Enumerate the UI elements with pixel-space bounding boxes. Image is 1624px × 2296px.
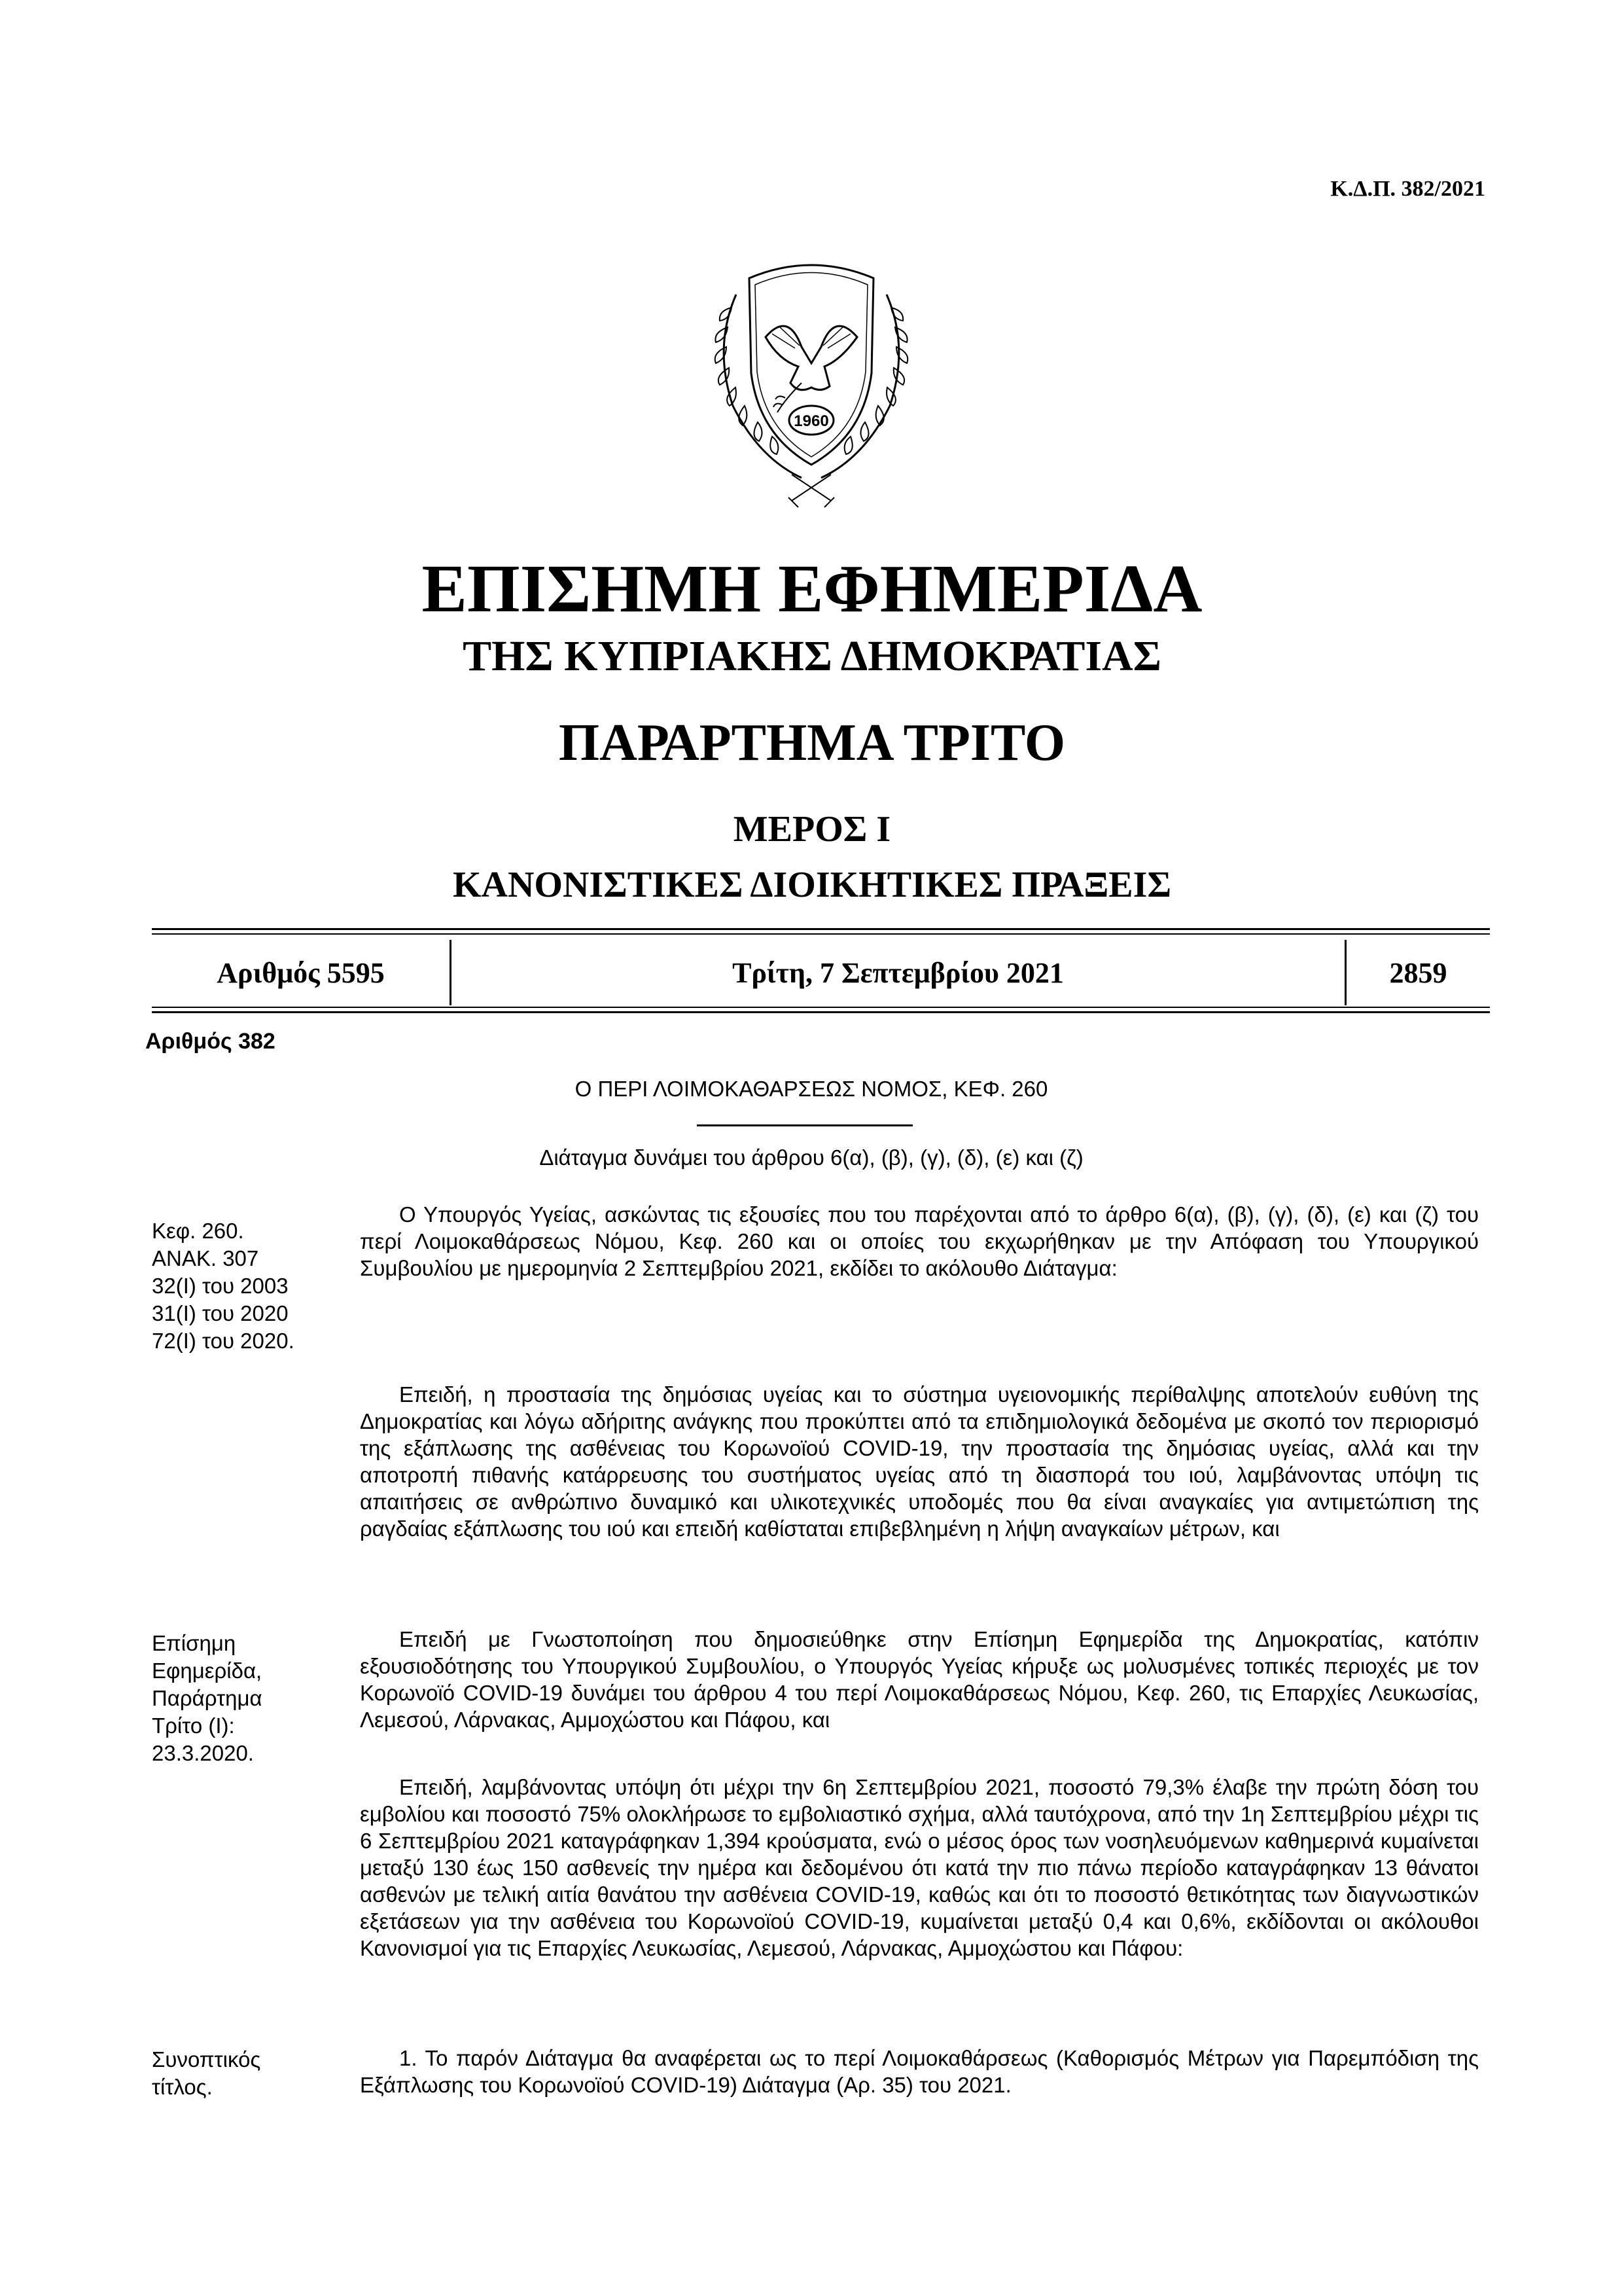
annex-title: ΠΑΡΑΡΤΗΜΑ ΤΡΙΤΟ xyxy=(558,714,1066,772)
coat-of-arms-emblem xyxy=(667,249,955,543)
issue-bar-bottom-rule xyxy=(152,1011,1490,1013)
margin-note-line: 23.3.2020. xyxy=(152,1741,254,1765)
margin-note-line: Τρίτο (I): xyxy=(152,1713,235,1738)
emblem-year: 1960 xyxy=(794,412,829,430)
issue-info-bar xyxy=(152,928,1490,1013)
margin-note-line: 32(I) του 2003 xyxy=(152,1274,289,1298)
issue-bar-top-rule xyxy=(152,928,1490,930)
part-title: ΜΕΡΟΣ Ι xyxy=(733,809,891,850)
body-paragraph: Επειδή με Γνωστοποίηση που δημοσιεύθηκε στην Επίσημη Εφημερίδα της Δημοκρατίας, κατόπιν εξουσιοδότησης του Υπουργικού Συμβουλίου, ο Υπουργός Υγείας κήρυξε ως μολυσμένες τοπικές περιοχές με τον Κορωνοϊό COVID-19 δυνάμει του άρθρου 4 του περί Λοιμοκαθάρσεως Νόμου, Κεφ. 260, τις Επαρχίες Λευκωσίας, Λεμεσού, Λάρνακας, Αμμοχώστου και Πάφου, και xyxy=(360,1627,1479,1732)
body-paragraph: Επειδή, η προστασία της δημόσιας υγείας και το σύστημα υγειονομικής περίθαλψης αποτελούν ευθύνη της Δημοκρατίας και λόγω αδήριτης ανάγκης που προκύπτει από τα επιδημιολογικά δεδομένα με σκοπό τον περιορισμό της εξάπλωσης της ασθένειας του Κορωνοϊού COVID-19, την προστασία της δημόσιας υγείας, αλλά και την αποτροπή πιθανής κατάρρευσης του συστήματος υγείας από τη διασπορά του ιού, λαμβάνοντας υπόψη τις απαιτήσεις σε ανθρώπινο δυναμικό και υλικοτεχνικές υποδομές που θα είναι αναγκαίες για αντιμετώπιση της ραγδαίας εξάπλωσης του ιού και επειδή καθίσταται επιβεβλημένη η λήψη αναγκαίων μέτρων, και xyxy=(360,1382,1479,1541)
margin-note-line: Κεφ. 260. xyxy=(152,1219,244,1243)
law-title: Ο ΠΕΡΙ ΛΟΙΜΟΚΑΘΑΡΣΕΩΣ ΝΟΜΟΣ, ΚΕΦ. 260 xyxy=(574,1077,1048,1101)
margin-note-line: τίτλος. xyxy=(152,2075,213,2099)
act-number: Αριθμός 382 xyxy=(145,1029,275,1054)
margin-note-gazette xyxy=(152,1630,348,1767)
issue-date: Τρίτη, 7 Σεπτεμβρίου 2021 xyxy=(732,956,1064,989)
margin-note-line: 31(I) του 2020 xyxy=(152,1301,289,1325)
decree-heading: Διάταγμα δυνάμει του άρθρου 6(α), (β), (γ), (δ), (ε) και (ζ) xyxy=(539,1145,1084,1170)
issue-bar-top-rule-thin xyxy=(152,933,1490,935)
margin-note-line: Παράρτημα xyxy=(152,1686,262,1710)
law-title-rule xyxy=(697,1124,913,1126)
category-title: ΚΑΝΟΝΙΣΤΙΚΕΣ ΔΙΟΙΚΗΤΙΚΕΣ ΠΡΑΞΕΙΣ xyxy=(452,865,1172,905)
margin-note-line: Εφημερίδα, xyxy=(152,1659,262,1683)
body-paragraph: Επειδή, λαμβάνοντας υπόψη ότι μέχρι την 6η Σεπτεμβρίου 2021, ποσοστό 79,3% έλαβε την πρώτη δόση του εμβολίου και ποσοστό 75% ολοκλήρωσε το εμβολιαστικό σχήμα, αλλά ταυτόχρονα, από την 1η Σεπτεμβρίου μέχρι τις 6 Σεπτεμβρίου 2021 καταγράφηκαν 1,394 κρούσματα, ενώ ο μέσος όρος των νοσηλευόμενων καθημερινά κυμαίνεται μεταξύ 130 έως 150 ασθενείς την ημέρα και δεδομένου ότι κατά την πιο πάνω περίοδο καταγράφηκαν 13 θάνατοι ασθενών με τελική αιτία θανάτου την ασθένεια COVID-19, καθώς και ότι το ποσοστό θετικότητας των διαγνωστικών εξετάσεων για την ασθένεια του Κορωνοϊού COVID-19, κυμαίνεται μεταξύ 0,4 και 0,6%, εκδίδονται οι ακόλουθοι Κανονισμοί για τις Επαρχίες Λευκωσίας, Λεμεσού, Λάρνακας, Αμμοχώστου και Πάφου: xyxy=(360,1775,1479,1960)
margin-note-short-title xyxy=(152,2046,348,2101)
issue-number: Αριθμός 5595 xyxy=(217,956,385,989)
issue-bar-bottom-rule-thin xyxy=(152,1007,1490,1008)
margin-note-line: ΑΝΑΚ. 307 xyxy=(152,1246,259,1270)
margin-note-line: 72(I) του 2020. xyxy=(152,1329,294,1353)
margin-note-line: Συνοπτικός xyxy=(152,2047,261,2072)
body-paragraph-clause-1: 1. Το παρόν Διάταγμα θα αναφέρεται ως το περί Λοιμοκαθάρσεως (Καθορισμός Μέτρων για Παρεμπόδιση της Εξάπλωσης του Κορωνοϊού COVID-19) Διάταγμα (Αρ. 35) του 2021. xyxy=(360,2046,1479,2097)
body-paragraph: Ο Υπουργός Υγείας, ασκώντας τις εξουσίες που του παρέχονται από το άρθρο 6(α), (β), (γ), (δ), (ε) και (ζ) του περί Λοιμοκαθάρσεως Νόμου, Κεφ. 260 και οι οποίες του εκχωρήθηκαν με την Απόφαση του Υπουργικού Συμβουλίου με ημερομηνία 2 Σεπτεμβρίου 2021, εκδίδει το ακόλουθο Διάταγμα: xyxy=(360,1202,1479,1280)
gazette-subtitle: ΤΗΣ ΚΥΠΡΙΑΚΗΣ ΔΗΜΟΚΡΑΤΙΑΣ xyxy=(463,632,1161,680)
page-number: 2859 xyxy=(1389,956,1447,989)
gazette-title: ΕΠΙΣΗΜΗ ΕΦΗΜΕΡΙΔΑ xyxy=(421,551,1203,626)
margin-note-line: Επίσημη xyxy=(152,1631,236,1655)
gazette-reference: Κ.Δ.Π. 382/2021 xyxy=(1330,177,1485,201)
margin-note-legislation xyxy=(152,1217,348,1355)
